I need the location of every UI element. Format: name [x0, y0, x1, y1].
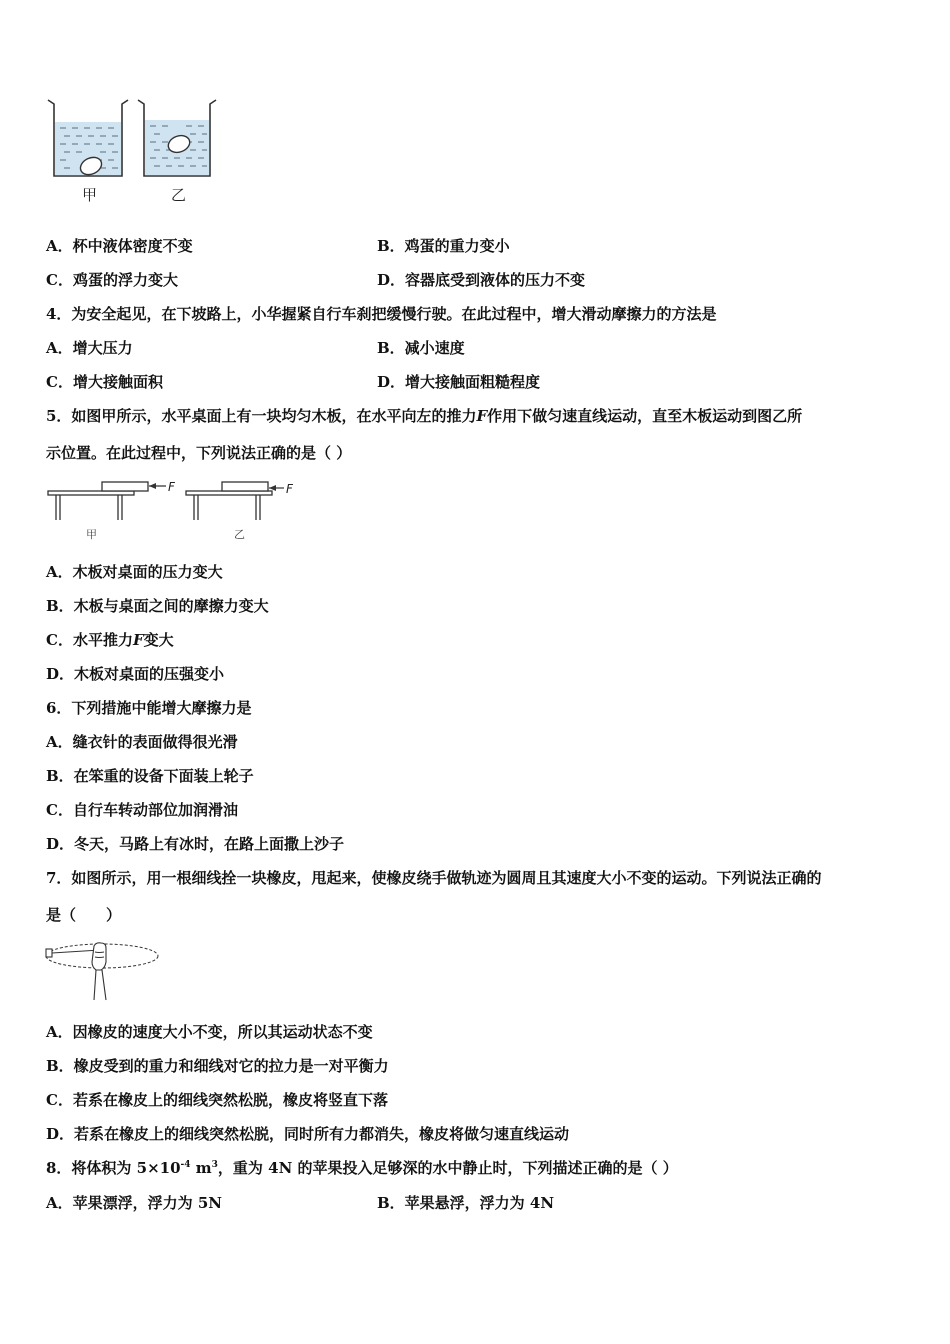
hand-eraser-figure	[44, 934, 164, 1004]
q8-option-a[interactable]: A．苹果漂浮，浮力为 5N	[46, 1194, 223, 1212]
q4-option-d[interactable]: D．增大接触面粗糙程度	[377, 373, 541, 391]
board-jia	[102, 482, 148, 491]
q5-option-c[interactable]	[46, 630, 174, 650]
q3-option-c[interactable]: C．鸡蛋的浮力变大	[46, 271, 178, 289]
q8-unit-exp: 3	[211, 1160, 218, 1170]
q4-stem: 4．为安全起见，在下坡路上，小华握紧自行车刹把缓慢行驶。在此过程中，增大滑动摩擦力的方法是	[46, 305, 717, 323]
q6-option-c[interactable]: C．自行车转动部位加润滑油	[46, 801, 238, 819]
q6-stem: 6．下列措施中能增大摩擦力是	[46, 699, 252, 717]
beaker-figure	[44, 96, 224, 208]
table-jia	[48, 480, 176, 541]
q8-stem-a: 8．将体积为 5×10	[46, 1159, 181, 1177]
table-board-figure	[46, 478, 308, 544]
q7-stem-line2: 是（ ）	[46, 906, 122, 924]
fig-label-jia: 甲	[86, 528, 97, 541]
q8-unit: m	[190, 1159, 212, 1177]
force-label-yi: F	[286, 482, 293, 496]
q8-exp: -4	[180, 1160, 191, 1170]
q7-option-c[interactable]: C．若系在橡皮上的细线突然松脱，橡皮将竖直下落	[46, 1091, 388, 1109]
q3-option-d[interactable]: D．容器底受到液体的压力不变	[377, 271, 586, 289]
board-yi	[222, 482, 268, 491]
q3-option-a[interactable]: A．杯中液体密度不变	[46, 237, 193, 255]
q7-stem-line1: 7．如图所示，用一根细线拴一块橡皮，甩起来，使橡皮绕手做轨迹为圆周且其速度大小不变的运动。下列说法正确的	[46, 869, 822, 887]
q6-option-d[interactable]: D．冬天，马路上有冰时，在路上面撒上沙子	[46, 835, 345, 853]
q4-option-c[interactable]: C．增大接触面积	[46, 373, 163, 391]
q8-stem	[46, 1158, 678, 1178]
q7-option-d[interactable]: D．若系在橡皮上的细线突然松脱，同时所有力都消失，橡皮将做匀速直线运动	[46, 1125, 570, 1143]
q6-option-b[interactable]: B．在笨重的设备下面装上轮子	[46, 767, 254, 785]
q5-stem-line1	[46, 406, 802, 426]
eraser	[46, 949, 52, 957]
fig-label-jia: 甲	[82, 186, 98, 204]
q5-option-c-b: 变大	[143, 631, 174, 649]
q5-option-a[interactable]: A．木板对桌面的压力变大	[46, 563, 223, 581]
q5-stem-b: 作用下做匀速直线运动，直至木板运动到图乙所	[487, 407, 803, 425]
beaker-jia	[48, 100, 128, 178]
q8-stem-b: ，重为 4N 的苹果投入足够深的水中静止时，下列描述正确的是（ ）	[217, 1159, 678, 1177]
fig-label-yi: 乙	[171, 186, 187, 204]
q5-option-d[interactable]: D．木板对桌面的压强变小	[46, 665, 225, 683]
q8-option-b[interactable]: B．苹果悬浮，浮力为 4N	[377, 1194, 555, 1212]
q5-stem-line2: 示位置。在此过程中，下列说法正确的是（ ）	[46, 444, 352, 462]
beaker-yi	[138, 100, 216, 176]
fig-label-yi: 乙	[234, 528, 245, 541]
q5-option-c-var: F	[132, 631, 144, 649]
q3-option-b[interactable]: B．鸡蛋的重力变小	[377, 237, 510, 255]
q7-option-a[interactable]: A．因橡皮的速度大小不变，所以其运动状态不变	[46, 1023, 373, 1041]
q4-option-a[interactable]: A．增大压力	[46, 339, 133, 357]
q7-option-b[interactable]: B．橡皮受到的重力和细线对它的拉力是一对平衡力	[46, 1057, 389, 1075]
q5-option-b[interactable]: B．木板与桌面之间的摩擦力变大	[46, 597, 269, 615]
table-yi	[186, 482, 294, 541]
hand-icon	[92, 943, 106, 1000]
q6-option-a[interactable]: A．缝衣针的表面做得很光滑	[46, 733, 238, 751]
q5-option-c-a: C．水平推力	[46, 631, 133, 649]
q5-var-f: F	[476, 407, 488, 425]
q5-stem-a: 5．如图甲所示，水平桌面上有一块均匀木板，在水平向左的推力	[46, 407, 477, 425]
q4-option-b[interactable]: B．减小速度	[377, 339, 465, 357]
force-label-jia: F	[168, 480, 175, 494]
